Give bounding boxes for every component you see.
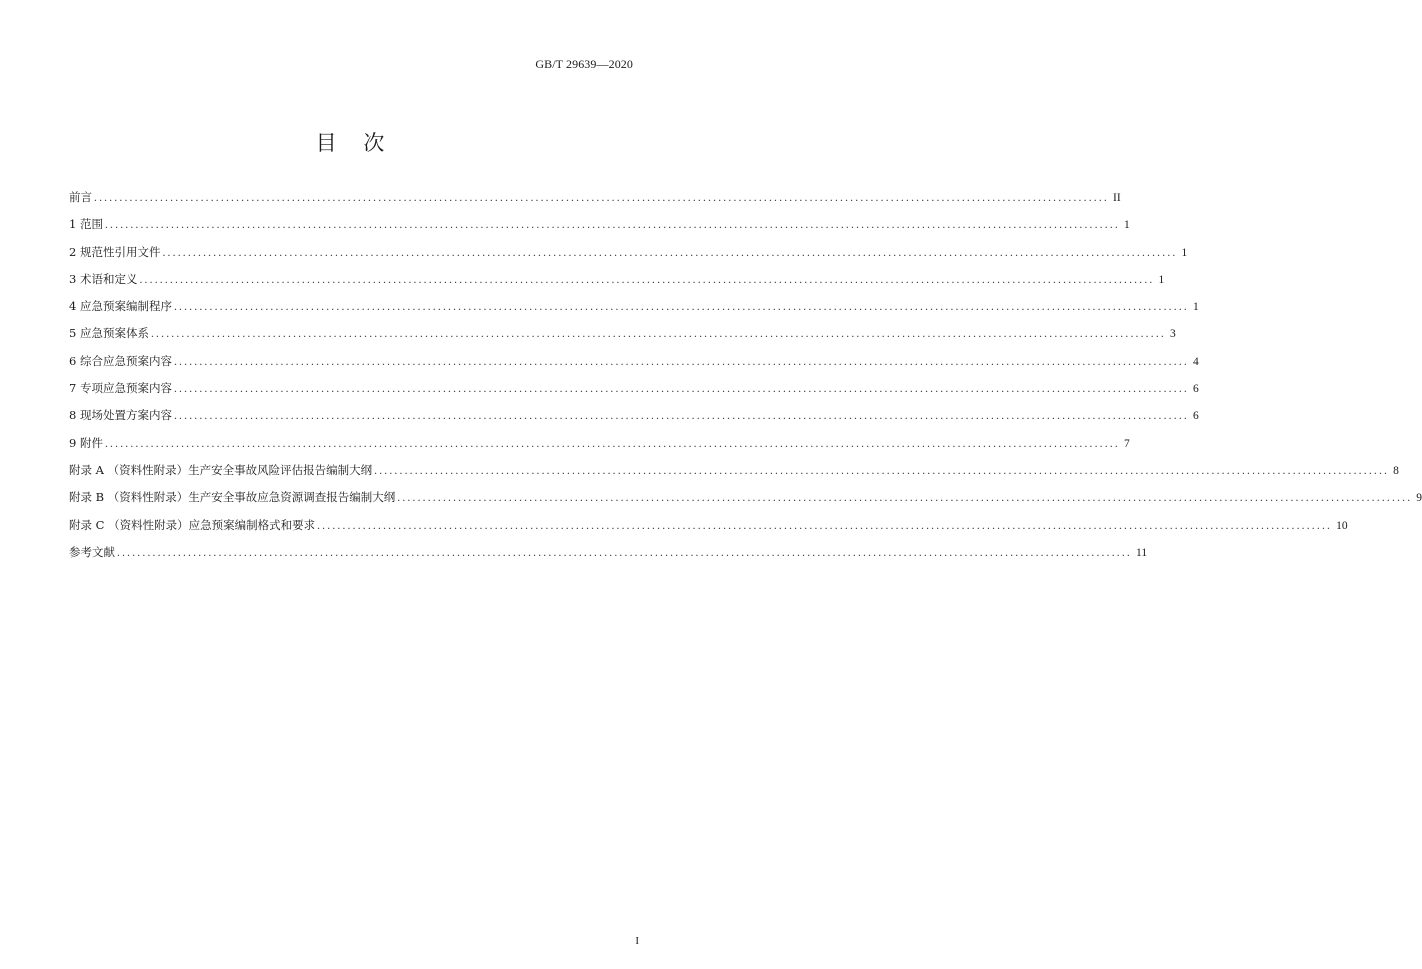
toc-entry-label: 附录 C （资料性附录）应急预案编制格式和要求 [69,517,316,532]
toc-entry-page: 11 [1136,546,1148,559]
toc-entry-page: 3 [1169,328,1176,341]
toc-entry-page: 10 [1336,519,1348,532]
toc-entry-label: 7 专项应急预案内容 [69,381,172,396]
toc-entry-page: 1 [1181,246,1188,259]
toc-entry-page: 6 [1192,383,1199,396]
toc-entry-plan-system[interactable] [69,325,1176,352]
toc-entry-page: 1 [1158,273,1165,286]
toc-entry-bibliography[interactable] [69,544,1148,571]
toc-entry-page: 7 [1123,437,1130,450]
toc-leader-dots: ........................................................................................................................................................................................................ [94,192,1109,204]
toc-entry-page: 9 [1416,492,1422,505]
toc-entry-page: 4 [1192,355,1199,368]
toc-entry-label: 6 综合应急预案内容 [69,353,172,368]
table-of-contents [69,189,1422,571]
toc-entry-label: 附录 B （资料性附录）生产安全事故应急资源调查报告编制大纲 [69,490,396,505]
toc-entry-page: 1 [1192,301,1199,314]
toc-entry-label: 4 应急预案编制程序 [69,299,172,314]
toc-entry-special-plan[interactable] [69,380,1199,407]
toc-leader-dots: ........................................................................................................................................................................................................ [317,519,1333,532]
toc-entry-label: 1 范围 [69,217,103,232]
toc-leader-dots: ........................................................................................................................................................................................................ [162,246,1178,259]
toc-entry-page: 6 [1192,410,1199,423]
standard-number: GB/T 29639—2020 [535,57,633,71]
toc-leader-dots: ........................................................................................................................................................................................................ [104,437,1120,450]
toc-leader-dots: ........................................................................................................................................................................................................ [173,301,1189,314]
toc-entry-attachments[interactable] [69,435,1130,462]
toc-entry-plan-procedure[interactable] [69,298,1199,325]
page-number: I [635,935,639,947]
toc-entry-terms-definitions[interactable] [69,271,1165,298]
toc-entry-appendix-a[interactable] [69,462,1399,489]
toc-entry-label: 参考文献 [69,544,115,559]
toc-leader-dots: ........................................................................................................................................................................................................ [150,328,1166,341]
toc-entry-scope[interactable] [69,216,1130,243]
toc-entry-normative-references[interactable] [69,244,1188,271]
toc-entry-page: 8 [1393,464,1399,477]
toc-entry-label: 8 现场处置方案内容 [69,408,172,423]
toc-entry-label: 附录 A （资料性附录）生产安全事故风险评估报告编制大纲 [69,462,373,477]
toc-entry-label: 5 应急预案体系 [69,326,149,341]
toc-entry-page: II [1113,192,1121,204]
toc-entry-page: 1 [1123,219,1130,232]
toc-leader-dots: ........................................................................................................................................................................................................ [139,273,1155,286]
toc-entry-appendix-b[interactable] [69,489,1422,516]
toc-entry-comprehensive-plan[interactable] [69,353,1199,380]
toc-entry-foreword[interactable] [69,189,1121,216]
toc-leader-dots: ........................................................................................................................................................................................................ [173,383,1189,396]
toc-leader-dots: ........................................................................................................................................................................................................ [104,219,1120,232]
toc-entry-appendix-c[interactable] [69,517,1348,544]
toc-leader-dots: ........................................................................................................................................................................................................ [397,492,1413,505]
page-title: 目 次 [315,131,395,155]
toc-leader-dots: ........................................................................................................................................................................................................ [374,464,1390,477]
toc-entry-onsite-plan[interactable] [69,407,1199,434]
toc-leader-dots: ........................................................................................................................................................................................................ [173,410,1189,423]
toc-leader-dots: ........................................................................................................................................................................................................ [173,355,1189,368]
toc-leader-dots: ........................................................................................................................................................................................................ [117,546,1132,559]
toc-entry-label: 2 规范性引用文件 [69,244,161,259]
toc-entry-label: 9 附件 [69,435,103,450]
toc-entry-label: 前言 [69,190,92,204]
toc-entry-label: 3 术语和定义 [69,271,138,286]
